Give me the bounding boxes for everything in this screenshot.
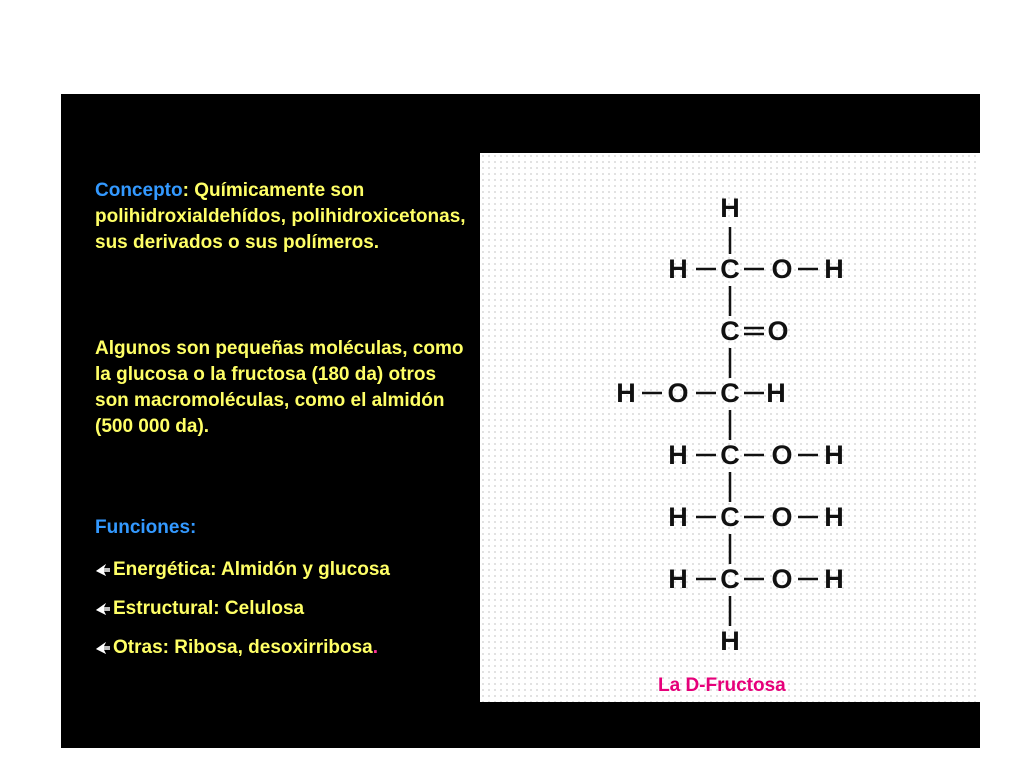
concept-colon: : bbox=[182, 180, 189, 201]
concept-label: Concepto bbox=[95, 180, 183, 201]
function-item-estructural bbox=[95, 598, 304, 620]
formula-caption: La D-Fructosa bbox=[658, 675, 786, 696]
hydrogen-atom: H bbox=[824, 254, 844, 284]
hydrogen-atom: H bbox=[824, 440, 844, 470]
arrow-bullet-icon bbox=[95, 640, 111, 656]
function-item-label: Energética: Almidón y glucosa bbox=[113, 559, 390, 580]
function-item-label: Estructural: Celulosa bbox=[113, 598, 305, 619]
oxygen-atom: O bbox=[767, 316, 789, 346]
hydrogen-atom: H bbox=[616, 378, 636, 408]
function-item-energetica bbox=[95, 559, 390, 581]
carbon-atom: C bbox=[720, 502, 740, 532]
oxygen-atom: O bbox=[771, 502, 793, 532]
top-hydrogen-atom: H bbox=[720, 193, 740, 223]
arrow-bullet-icon bbox=[95, 562, 111, 578]
hydrogen-atom: H bbox=[766, 378, 786, 408]
oxygen-atom: O bbox=[771, 564, 793, 594]
arrow-bullet-icon bbox=[95, 601, 111, 617]
hydrogen-atom: H bbox=[668, 254, 688, 284]
bottom-hydrogen-atom: H bbox=[720, 626, 740, 656]
carbon-atom: C bbox=[720, 440, 740, 470]
concept-paragraph bbox=[95, 178, 475, 256]
fructose-structural-formula bbox=[480, 153, 980, 673]
hydrogen-atom: H bbox=[824, 502, 844, 532]
examples-text: Algunos son pequeñas moléculas, como la glucosa o la fructosa (180 da) otros son macromoléculas, como el almidón (500 000 da). bbox=[95, 338, 464, 437]
hydrogen-atom: H bbox=[668, 564, 688, 594]
hydrogen-atom: H bbox=[668, 440, 688, 470]
carbon-atom: C bbox=[720, 378, 740, 408]
oxygen-atom: O bbox=[667, 378, 689, 408]
examples-paragraph bbox=[95, 336, 475, 440]
hydrogen-atom: H bbox=[824, 564, 844, 594]
concept-text: Químicamente son polihidroxialdehídos, polihidroxicetonas, sus derivados o sus polímeros. bbox=[95, 180, 466, 253]
carbon-atom: C bbox=[720, 564, 740, 594]
carbon-atom: C bbox=[720, 316, 740, 346]
slide bbox=[61, 94, 980, 748]
oxygen-atom: O bbox=[771, 254, 793, 284]
carbon-atom: C bbox=[720, 254, 740, 284]
fructose-formula-panel bbox=[480, 153, 980, 702]
function-item-otras bbox=[95, 637, 378, 659]
function-item-label: Otras: Ribosa, desoxirribosa bbox=[113, 637, 373, 658]
oxygen-atom: O bbox=[771, 440, 793, 470]
hydrogen-atom: H bbox=[668, 502, 688, 532]
function-item-suffix: . bbox=[372, 637, 379, 658]
functions-heading: Funciones: bbox=[95, 517, 197, 538]
